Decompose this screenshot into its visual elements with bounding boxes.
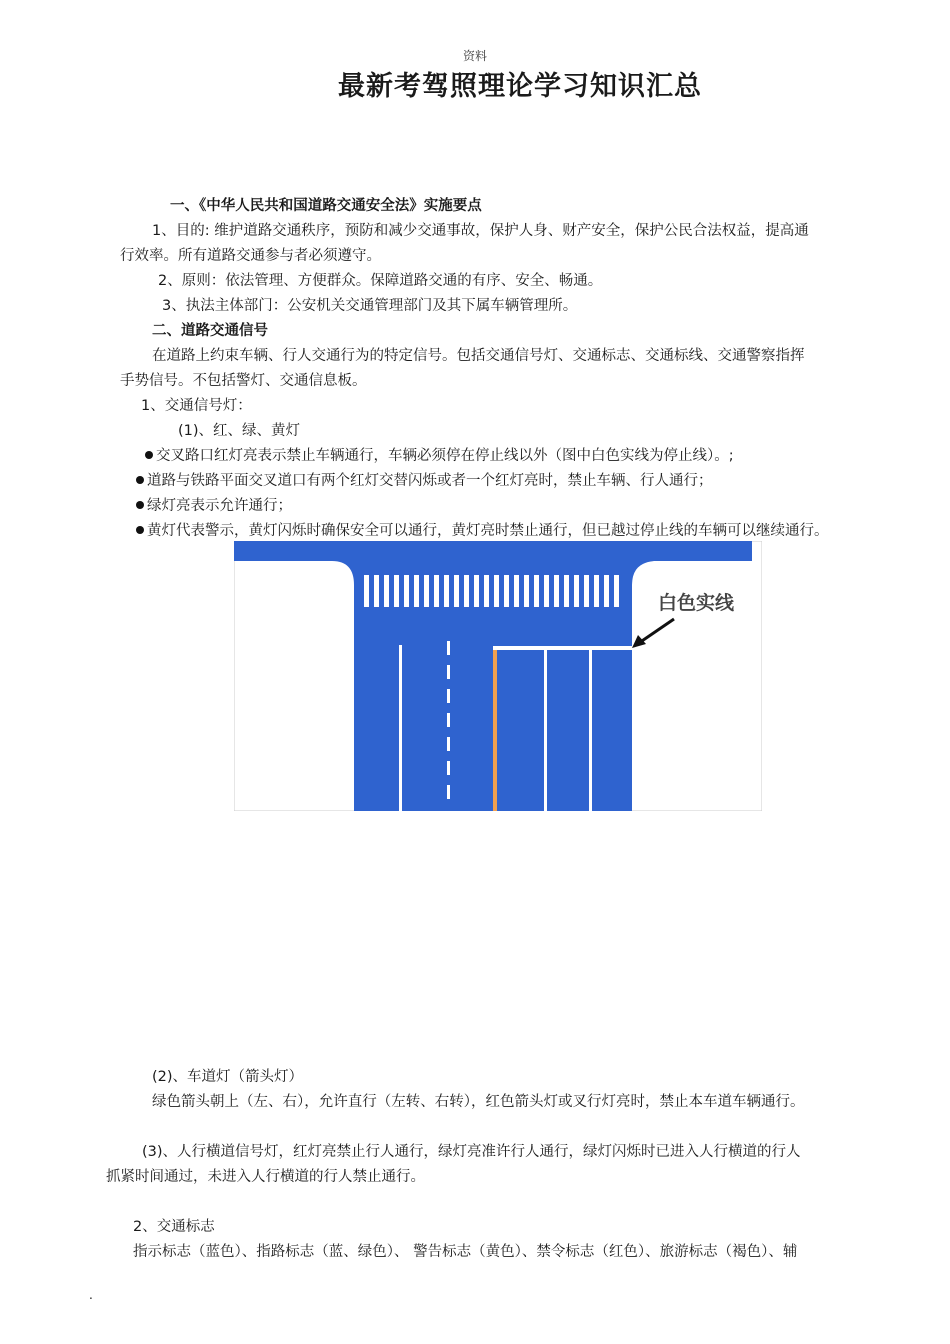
bullet-item: 黄灯代表警示，黄灯闪烁时确保安全可以通行，黄灯亮时禁止通行，但已越过停止线的车辆可以继续通行。 <box>136 521 829 541</box>
crosswalk-light-line2: 抓紧时间通过，未进入人行横道的行人禁止通行。 <box>106 1169 425 1185</box>
bullet-item: 绿灯亮表示允许通行； <box>136 496 292 516</box>
bullet-item: 道路与铁路平面交叉道口有两个红灯交替闪烁或者一个红灯亮时，禁止车辆、行人通行； <box>136 471 713 491</box>
bullet-icon <box>136 476 144 484</box>
lane-line-right <box>544 649 547 811</box>
document-title: 最新考驾照理论学习知识汇总 <box>338 71 702 102</box>
lane-line-solid <box>399 645 402 811</box>
bullet-item: 交叉路口红灯亮表示禁止车辆通行，车辆必须停在停止线以外（图中白色实线为停止线）。; <box>145 446 734 466</box>
traffic-light-heading: 1、交通信号灯： <box>141 398 252 414</box>
bullet-icon <box>145 451 153 459</box>
section1-item1-line1: 1、目的: 维护道路交通秩序，预防和减少交通事故，保护人身、财产安全，保护公民合法权益，提高通 <box>152 223 809 239</box>
section2-intro-line2: 手势信号。不包括警灯、交通信息板。 <box>120 373 367 389</box>
stop-line-diagram <box>234 541 762 811</box>
section2-heading: 二、道路交通信号 <box>152 323 268 339</box>
section1-heading: 一、《中华人民共和国道路交通安全法》实施要点 <box>170 198 482 214</box>
page-header: 资料 <box>462 49 487 63</box>
stop-line <box>493 646 632 650</box>
section2-intro-line1: 在道路上约束车辆、行人交通行为的特定信号。包括交通信号灯、交通标志、交通标线、交通警察指挥 <box>152 348 805 364</box>
bullet-icon <box>136 526 144 534</box>
crosswalk-light-line1: (3)、人行横道信号灯，红灯亮禁止行人通行，绿灯亮准许行人通行，绿灯闪烁时已进入人行横道的行人 <box>142 1144 801 1160</box>
center-line <box>493 649 497 811</box>
footer-mark: . <box>89 1288 93 1302</box>
section1-item1-line2: 行效率。所有道路交通参与者必须遵守。 <box>120 248 381 264</box>
lane-line-right <box>589 649 592 811</box>
stop-line-label: 白色实线 <box>658 592 735 614</box>
section1-item2: 2、原则：依法管理、方便群众。保障道路交通的有序、安全、畅通。 <box>158 273 603 289</box>
traffic-sign-text: 指示标志（蓝色）、指路标志（蓝、绿色）、 警告标志（黄色）、禁令标志（红色）、旅游标志（褐色）、辅 <box>133 1244 798 1260</box>
bullet-icon <box>136 501 144 509</box>
traffic-sign-heading: 2、交通标志 <box>133 1219 215 1235</box>
lane-light-text: 绿色箭头朝上（左、右），允许直行（左转、右转），红色箭头灯或叉行灯亮时，禁止本车道车辆通行。 <box>152 1094 805 1110</box>
lane-light-heading: (2)、车道灯（箭头灯） <box>152 1069 304 1085</box>
red-green-yellow-heading: (1)、红、绿、黄灯 <box>178 423 301 439</box>
section1-item3: 3、执法主体部门：公安机关交通管理部门及其下属车辆管理所。 <box>162 298 578 314</box>
